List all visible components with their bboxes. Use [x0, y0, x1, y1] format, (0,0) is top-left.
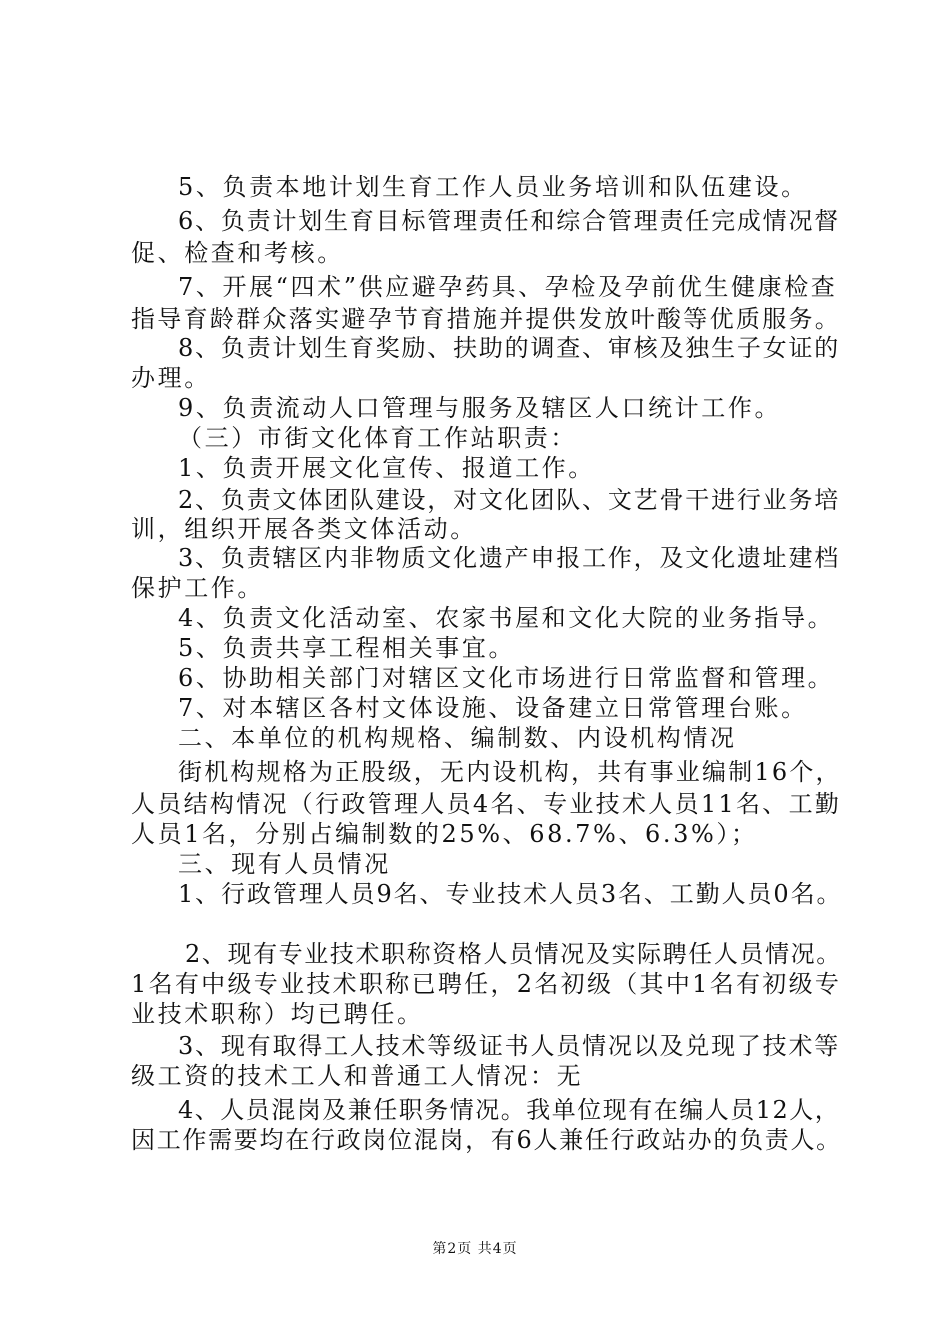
- text-line: 7、对本辖区各村文体设施、设备建立日常管理台账。: [178, 694, 808, 722]
- text-line: 3、现有取得工人技术等级证书人员情况以及兑现了技术等: [178, 1032, 841, 1060]
- text-line: 街机构规格为正股级，无内设机构，共有事业编制16个，: [178, 758, 842, 786]
- text-line: 训，组织开展各类文体活动。: [131, 515, 477, 543]
- text-line: 2、负责文体团队建设，对文化团队、文艺骨干进行业务培: [178, 486, 841, 514]
- text-line: 4、负责文化活动室、农家书屋和文化大院的业务指导。: [178, 604, 835, 632]
- text-line: 9、负责流动人口管理与服务及辖区人口统计工作。: [178, 394, 782, 422]
- text-line: 1、行政管理人员9名、专业技术人员3名、工勤人员0名。: [178, 880, 843, 908]
- text-line: 保护工作。: [131, 574, 264, 602]
- section-heading: 三、现有人员情况: [178, 850, 391, 878]
- text-line: 因工作需要均在行政岗位混岗，有6人兼任行政站办的负责人。: [131, 1126, 842, 1154]
- text-line: 5、负责共享工程相关事宜。: [178, 634, 516, 662]
- text-line: 3、负责辖区内非物质文化遗产申报工作，及文化遗址建档: [178, 544, 841, 572]
- text-line: （三）市街文化体育工作站职责：: [178, 424, 577, 452]
- text-line: 6、协助相关部门对辖区文化市场进行日常监督和管理。: [178, 664, 835, 692]
- text-line: 2、现有专业技术职称资格人员情况及实际聘任人员情况。: [185, 940, 842, 968]
- text-line: 4、人员混岗及兼任职务情况。我单位现有在编人员12人，: [178, 1096, 841, 1124]
- text-line: 1名有中级专业技术职称已聘任，2名初级（其中1名有初级专: [131, 970, 842, 998]
- text-line: 办理。: [131, 364, 211, 392]
- text-line: 人员结构情况（行政管理人员4名、专业技术人员11名、工勤: [131, 790, 842, 818]
- text-line: 8、负责计划生育奖励、扶助的调查、审核及独生子女证的: [178, 334, 841, 362]
- text-line: 促、检查和考核。: [131, 239, 344, 267]
- text-line: 指导育龄群众落实避孕节育措施并提供发放叶酸等优质服务。: [131, 305, 842, 333]
- section-heading: 二、本单位的机构规格、编制数、内设机构情况: [178, 724, 737, 752]
- text-line: 1、负责开展文化宣传、报道工作。: [178, 454, 595, 482]
- text-line: 人员1名，分别占编制数的25%、68.7%、6.3%）；: [131, 820, 758, 848]
- text-line: 6、负责计划生育目标管理责任和综合管理责任完成情况督: [178, 207, 841, 235]
- text-line: 级工资的技术工人和普通工人情况：无: [131, 1062, 584, 1090]
- page-number-footer: 第2页 共4页: [432, 1241, 518, 1257]
- text-line: 5、负责本地计划生育工作人员业务培训和队伍建设。: [178, 173, 808, 201]
- text-line: 业技术职称）均已聘任。: [131, 1000, 424, 1028]
- text-line: 7、开展“四术”供应避孕药具、孕检及孕前优生健康检查: [178, 273, 838, 301]
